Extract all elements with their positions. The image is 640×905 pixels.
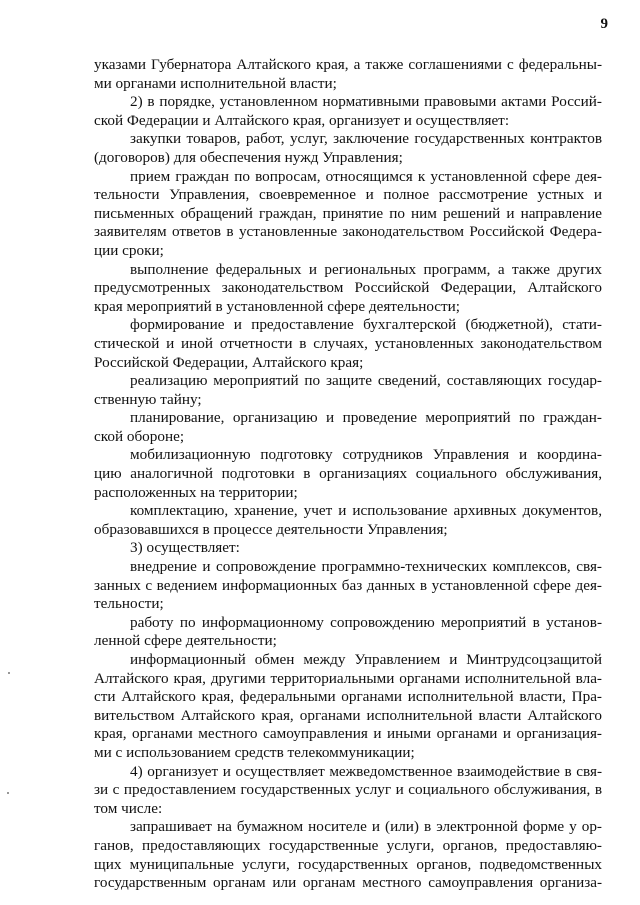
text-line: образовавшихся в процессе деятельности Управления;	[94, 520, 448, 538]
text-line: сти Алтайского края, федеральными органами исполнительной власти, Пра-	[94, 688, 602, 706]
scan-speck	[8, 672, 10, 674]
text-line: письменных обращений граждан, принятие по ним решений и направление	[94, 204, 602, 222]
text-line: тельности;	[94, 595, 164, 613]
text-line: 3) осуществляет:	[130, 539, 240, 557]
text-line: Алтайского края, другими территориальными органами исполнительной вла-	[94, 669, 602, 687]
text-line: комплектацию, хранение, учет и использование архивных документов,	[130, 502, 602, 520]
text-line: государственным органам или органам местного самоуправления организа-	[94, 874, 602, 892]
text-line: занных с ведением информационных баз данных в установленной сфере дея-	[94, 576, 602, 594]
text-line: ганов, предоставляющих государственные услуги, органов, предоставляю-	[94, 836, 602, 854]
text-line: тельности Управления, своевременное и полное рассмотрение устных и	[94, 186, 602, 204]
body-text	[94, 56, 602, 893]
text-line: внедрение и сопровождение программно-технических комплексов, свя-	[130, 558, 602, 576]
text-line: том числе:	[94, 799, 163, 817]
text-line: Российской Федерации, Алтайского края;	[94, 353, 364, 371]
text-line: выполнение федеральных и региональных программ, а также других	[130, 260, 602, 278]
text-line: указами Губернатора Алтайского края, а также соглашениями с федеральны-	[94, 56, 602, 73]
text-line: стической и иной отчетности в случаях, установленных законодательством	[94, 334, 602, 352]
text-line: предусмотренных законодательством Российской Федерации, Алтайского	[94, 279, 602, 297]
text-line: 4) организует и осуществляет межведомственное взаимодействие в свя-	[130, 762, 602, 780]
text-line: реализацию мероприятий по защите сведений, составляющих государ-	[130, 372, 602, 390]
text-line: зи с предоставлением государственных услуг и социального обслуживания, в	[94, 781, 602, 799]
text-line: (договоров) для обеспечения нужд Управления;	[94, 148, 403, 166]
text-line: закупки товаров, работ, услуг, заключение государственных контрактов	[130, 130, 602, 148]
page-number: 9	[600, 16, 608, 32]
text-line: ленной сфере деятельности;	[94, 632, 277, 650]
scan-speck	[7, 792, 9, 794]
text-line: ми органами исполнительной власти;	[94, 74, 337, 92]
text-line: ской обороне;	[94, 427, 185, 445]
text-line: цию аналогичной подготовки в организациях социального обслуживания,	[94, 465, 602, 483]
text-line: ской Федерации и Алтайского края, организует и осуществляет:	[94, 111, 510, 129]
text-line: края мероприятий в установленной сфере деятельности;	[94, 297, 461, 315]
text-line: работу по информационному сопровождению мероприятий в установ-	[130, 613, 602, 631]
text-line: щих муниципальные услуги, государственных органов, подведомственных	[94, 855, 602, 873]
text-line: ции сроки;	[94, 241, 164, 259]
text-line: прием граждан по вопросам, относящимся к установленной сфере дея-	[130, 167, 602, 185]
text-line: заявителям ответов в установленные законодательством Российской Федера-	[94, 223, 602, 241]
text-line: мобилизационную подготовку сотрудников Управления и координа-	[130, 446, 602, 464]
text-line: формирование и предоставление бухгалтерской (бюджетной), стати-	[130, 316, 602, 334]
text-line: ми с использованием средств телекоммуникации;	[94, 743, 415, 761]
text-line: 2) в порядке, установленном нормативными правовыми актами Россий-	[130, 93, 602, 111]
text-line: ственную тайну;	[94, 390, 202, 408]
text-line: информационный обмен между Управлением и Минтрудсоцзащитой	[130, 651, 602, 668]
text-line: вительством Алтайского края, органами исполнительной власти Алтайского	[94, 706, 602, 724]
text-line: запрашивает на бумажном носителе и (или) в электронной форме у ор-	[130, 818, 602, 836]
text-line: края, органами местного самоуправления и иными органами и организация-	[94, 725, 602, 743]
text-line: расположенных на территории;	[94, 483, 298, 501]
text-line: планирование, организацию и проведение мероприятий по граждан-	[130, 409, 602, 427]
